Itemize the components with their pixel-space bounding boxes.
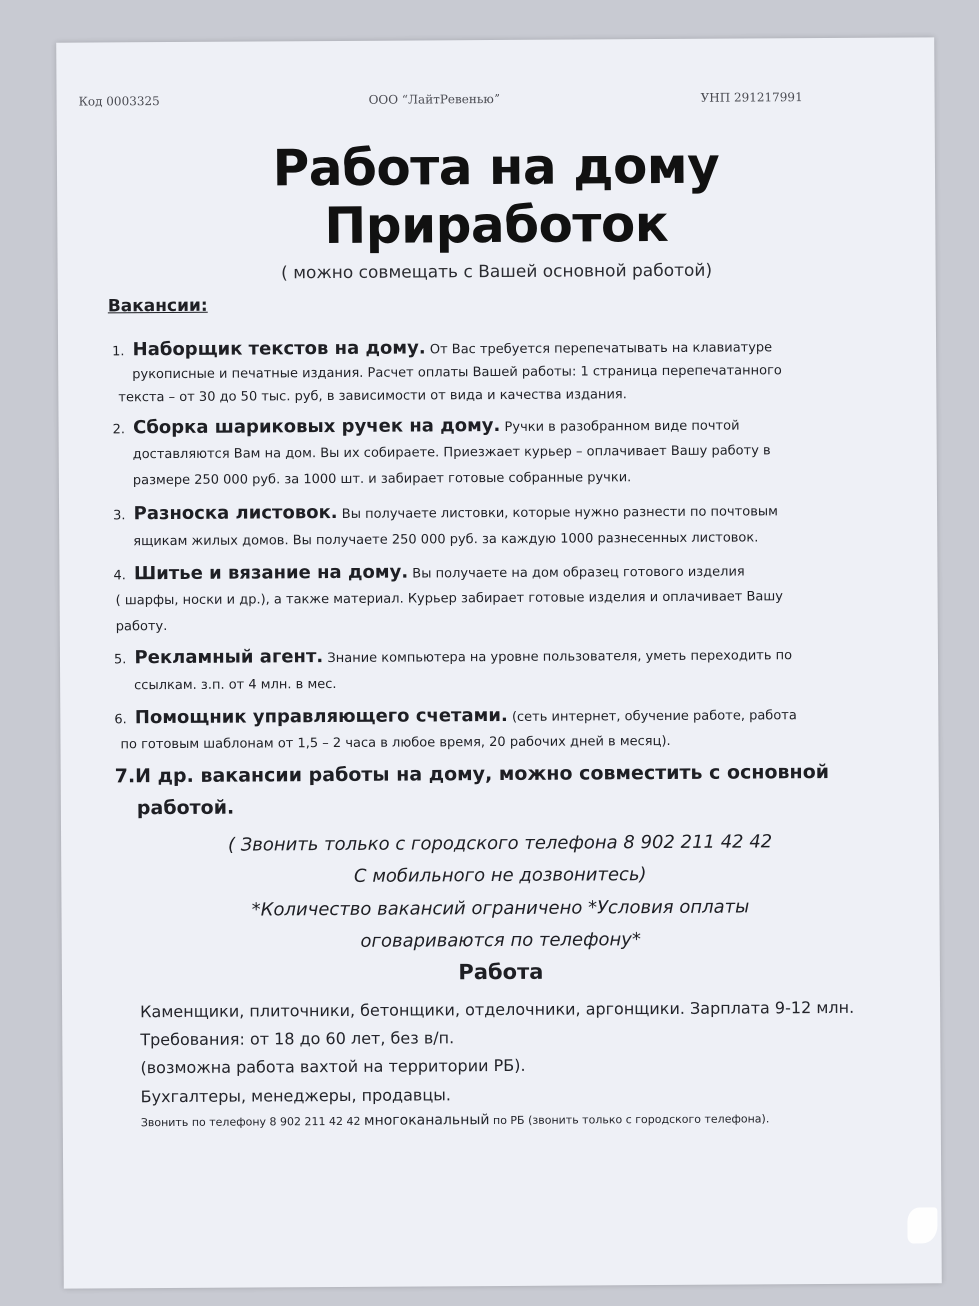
vacancy-title: Рекламный агент. [134,646,324,669]
contact-line: *Количество вакансий ограничено *Условия оплаты [251,896,750,921]
title-line-1: Работа на дому [272,136,720,198]
vacancy-title: Сборка шариковых ручек на дому. [133,414,501,439]
paper-tear [907,1207,937,1243]
vacancy-desc: Знание компьютера на уровне пользователя, уметь переходить по [327,648,793,667]
vacancy-title: Разноска листовок. [133,501,338,525]
subtitle: ( можно совмещать с Вашей основной работой) [281,260,713,284]
vacancy-desc: Ручки в разобранном виде почтой [504,418,740,435]
vacancy-item [113,558,833,638]
work-line: Требования: от 18 до 60 лет, без в/п. [140,1028,455,1050]
work-line: Бухгалтеры, менеджеры, продавцы. [140,1085,451,1107]
call-line [141,1110,770,1130]
vacancy-number: 4. [113,568,126,584]
vacancy-desc: Вы получаете на дом образец готового изделия [412,564,745,582]
vacancies-heading: Вакансии: [107,295,208,317]
vacancy-item [113,498,833,557]
contact-line: С мобильного не дозвонитесь) [353,864,647,887]
work-heading: Работа [458,959,544,985]
header-code: Код 0003325 [78,94,160,109]
vacancy-desc: ( шарфы, носки и др.), а также материал. Курьер забирает готовые изделия и оплачивает Вашу [115,589,784,609]
vacancy-desc: ящикам жилых домов. Вы получаете 250 000 руб. за каждую 1000 разнесенных листовок. [133,530,759,550]
flyer-paper [56,37,942,1288]
call-suffix: по РБ (звонить только с городского телефона). [492,1112,770,1128]
vacancy-item [112,412,832,492]
vacancy-7-line1: 7.И др. вакансии работы на дому, можно совместить с основной [114,760,830,788]
vacancy-desc: размере 250 000 руб. за 1000 шт. и забирает готовые собранные ручки. [132,470,632,489]
vacancy-desc: доставляются Вам на дом. Вы их собираете. Приезжает курьер – оплачивает Вашу работу в [132,443,771,463]
vacancy-number: 3. [113,508,126,524]
vacancy-desc: рукописные и печатные издания. Расчет оплаты Вашей работы: 1 страница перепечатанного [132,363,782,383]
vacancy-number: 5. [113,652,127,668]
vacancy-desc: Вы получаете листовки, которые нужно разнести по почтовым [341,504,778,522]
vacancy-title: Шитье и вязание на дому. [133,561,409,585]
vacancy-number: 2. [112,422,126,438]
vacancy-desc: От Вас требуется перепечатывать на клавиатуре [429,340,773,358]
call-prefix: Звонить по телефону 8 902 211 42 42 [140,1114,361,1130]
vacancy-title: Наборщик текстов на дому. [132,337,426,361]
vacancy-number: 1. [112,344,125,360]
vacancy-desc: текста – от 30 до 50 тыс. руб, в зависимости от вида и качества издания. [118,387,627,406]
contact-line: оговариваются по телефону* [360,929,641,952]
work-line: Каменщики, плиточники, бетонщики, отделочники, аргонщики. Зарплата 9-12 млн. [140,997,855,1022]
vacancy-item [114,642,834,701]
vacancy-item [112,334,832,409]
vacancy-desc: ссылкам. з.п. от 4 млн. в мес. [134,676,337,694]
vacancy-item [114,702,834,759]
header-line [78,90,815,109]
vacancy-item-7 [115,756,855,825]
vacancy-7-line2: работой. [136,796,235,820]
header-company: ООО “ЛайтРевеньюˮ [368,91,500,107]
title-line-2: Приработок [324,194,669,256]
vacancy-desc: по готовым шаблонам от 1,5 – 2 часа в любое время, 20 рабочих дней в месяц). [120,733,671,753]
header-unp: УНП 291217991 [700,90,803,105]
vacancy-number: 6. [114,712,127,728]
call-multichannel: многоканальный [363,1112,490,1129]
work-line: (возможна работа вахтой на территории РБ). [140,1055,526,1078]
vacancy-desc: работу. [115,619,168,635]
vacancy-desc: (сеть интернет, обучение работе, работа [511,708,797,725]
vacancy-title: Помощник управляющего счетами. [134,704,508,729]
contact-line: ( Звонить только с городского телефона 8 902 211 42 42 [227,831,773,856]
